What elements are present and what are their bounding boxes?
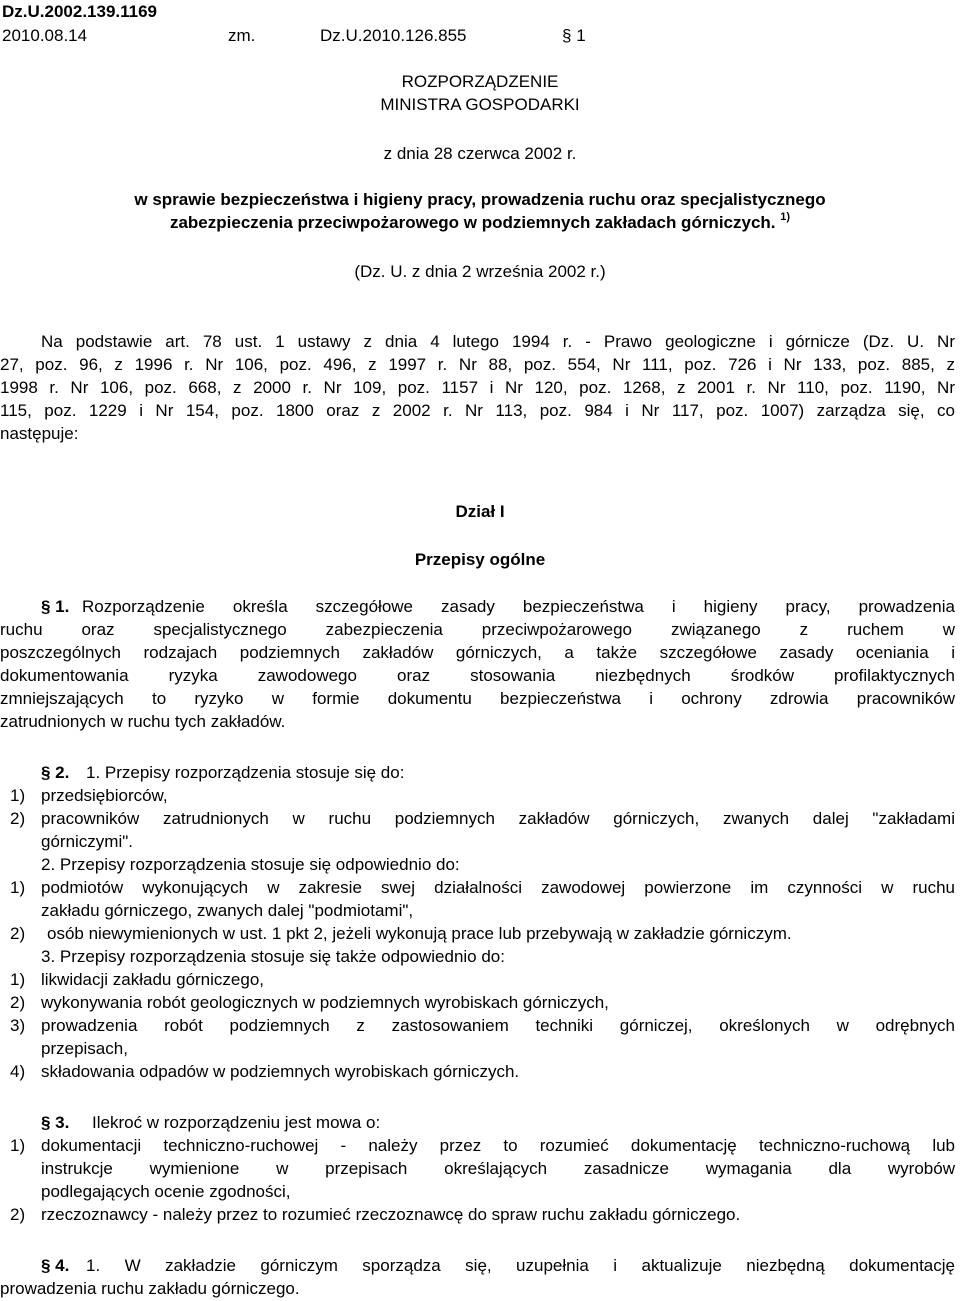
change-number: [562, 26, 586, 46]
list-item-continuation: górniczymi".: [41, 832, 133, 851]
paragraph-line: prowadzenia ruchu zakładu górniczego.: [0, 1279, 300, 1298]
section-subheading: Przepisy ogólne: [414, 550, 546, 569]
document-reference: Dz.U.2002.139.1169: [2, 2, 158, 21]
paragraph-line: poszczególnych rodzajach podziemnych zakładów górniczych, a także szczegółowe zasady oceniania i: [0, 643, 955, 662]
list-number: 3): [10, 1016, 26, 1035]
preamble-line: 27, poz. 96, z 1996 r. Nr 106, poz. 496, z 1997 r. Nr 88, poz. 554, Nr 111, poz. 726 i Nr 133, poz. 885, z: [0, 355, 955, 374]
list-item: podmiotów wykonujących w zakresie swej działalności zawodowej powierzone im czynności w ruchu: [41, 878, 955, 897]
list-item-continuation: podlegających ocenie zgodności,: [41, 1182, 291, 1201]
list-number: 1): [10, 970, 26, 989]
section-heading: Dział I: [455, 502, 505, 521]
change-number-value: 1: [576, 26, 586, 45]
paragraph-line: zatrudnionych w ruchu tych zakładów.: [0, 712, 286, 731]
change-label: zm.: [228, 26, 256, 45]
list-number: 2): [10, 1205, 26, 1224]
paragraph-line: Rozporządzenie określa szczegółowe zasady bezpieczeństwa i higieny pracy, prowadzenia: [82, 597, 955, 616]
list-item: wykonywania robót geologicznych w podziemnych wyrobiskach górniczych,: [41, 993, 609, 1012]
paragraph-mark: § 1.: [41, 597, 70, 616]
list-number: 4): [10, 1062, 26, 1081]
preamble-line: Na podstawie art. 78 ust. 1 ustawy z dnia 4 lutego 1994 r. - Prawo geologiczne i górnicze (Dz. U. Nr: [41, 332, 955, 351]
paragraph-mark: § 4.: [41, 1256, 70, 1275]
publication-reference: (Dz. U. z dnia 2 września 2002 r.): [354, 262, 606, 281]
paragraph-line: ruchu oraz specjalistycznego zabezpieczenia przeciwpożarowego związanego z ruchem w: [0, 620, 955, 639]
list-number: 2): [10, 924, 26, 943]
paragraph-sign-icon: §: [562, 26, 572, 45]
list-item-continuation: zakładu górniczego, zwanych dalej "podmiotami",: [41, 901, 414, 920]
list-item: składowania odpadów w podziemnych wyrobiskach górniczych.: [41, 1062, 520, 1081]
act-type-title: ROZPORZĄDZENIE: [401, 72, 559, 91]
list-item: pracowników zatrudnionych w ruchu podziemnych zakładów górniczych, zwanych dalej "zakładami: [41, 809, 955, 828]
paragraph-mark: § 3.: [41, 1113, 70, 1132]
preamble-line: 1998 r. Nr 106, poz. 668, z 2000 r. Nr 109, poz. 1157 i Nr 120, poz. 1268, z 2001 r. Nr 110, poz. 1190, Nr: [0, 378, 955, 397]
act-issuer-title: MINISTRA GOSPODARKI: [380, 95, 580, 114]
paragraph-line: zmniejszających to ryzyko w formie dokumentu bezpieczeństwa i ochrony zdrowia pracowników: [0, 689, 955, 708]
list-item: likwidacji zakładu górniczego,: [41, 970, 265, 989]
revision-date: 2010.08.14: [2, 26, 88, 45]
paragraph-intro: Ilekroć w rozporządzeniu jest mowa o:: [92, 1113, 381, 1132]
list-item-continuation: instrukcje wymienione w przepisach określających zasadnicze wymagania dla wyrobów: [41, 1159, 955, 1178]
change-reference: Dz.U.2010.126.855: [320, 26, 467, 45]
list-number: 1): [10, 878, 26, 897]
act-subject-text: zabezpieczenia przeciwpożarowego w podziemnych zakładach górniczych.: [169, 213, 776, 232]
paragraph-intro: 1. Przepisy rozporządzenia stosuje się do:: [86, 763, 405, 782]
paragraph-intro: 3. Przepisy rozporządzenia stosuje się także odpowiednio do:: [41, 947, 505, 966]
list-item: przedsiębiorców,: [41, 786, 168, 805]
act-date: z dnia 28 czerwca 2002 r.: [383, 144, 577, 163]
list-item: prowadzenia robót podziemnych z zastosowaniem techniki górniczej, określonych w odrębnych: [41, 1016, 955, 1035]
list-item: rzeczoznawcy - należy przez to rozumieć rzeczoznawcę do spraw ruchu zakładu górniczego.: [41, 1205, 741, 1224]
list-number: 1): [10, 786, 26, 805]
list-item: dokumentacji techniczno-ruchowej - należy przez to rozumieć dokumentację techniczno-ruchową lub: [41, 1136, 955, 1155]
preamble-line: 115, poz. 1229 i Nr 154, poz. 1800 oraz z 2002 r. Nr 113, poz. 984 i Nr 117, poz. 1007) zarządza się, co: [0, 401, 955, 420]
act-subject-line-1: w sprawie bezpieczeństwa i higieny pracy, prowadzenia ruchu oraz specjalistycznego: [134, 190, 826, 209]
paragraph-mark: § 2.: [41, 763, 70, 782]
paragraph-line: dokumentowania ryzyka zawodowego oraz stosowania niezbędnych środków profilaktycznych: [0, 666, 955, 685]
list-number: 1): [10, 1136, 26, 1155]
list-number: 2): [10, 809, 26, 828]
list-item: osób niewymienionych w ust. 1 pkt 2, jeżeli wykonują prace lub przebywają w zakładzie górniczym.: [47, 924, 792, 943]
list-item-continuation: przepisach,: [41, 1039, 128, 1058]
footnote-mark: 1): [780, 211, 791, 223]
paragraph-line: 1. W zakładzie górniczym sporządza się, uzupełnia i aktualizuje niezbędną dokumentację: [86, 1256, 955, 1275]
paragraph-intro: 2. Przepisy rozporządzenia stosuje się odpowiednio do:: [41, 855, 460, 874]
list-number: 2): [10, 993, 26, 1012]
preamble-line: następuje:: [0, 424, 79, 443]
act-subject-line-2: [0, 213, 960, 235]
